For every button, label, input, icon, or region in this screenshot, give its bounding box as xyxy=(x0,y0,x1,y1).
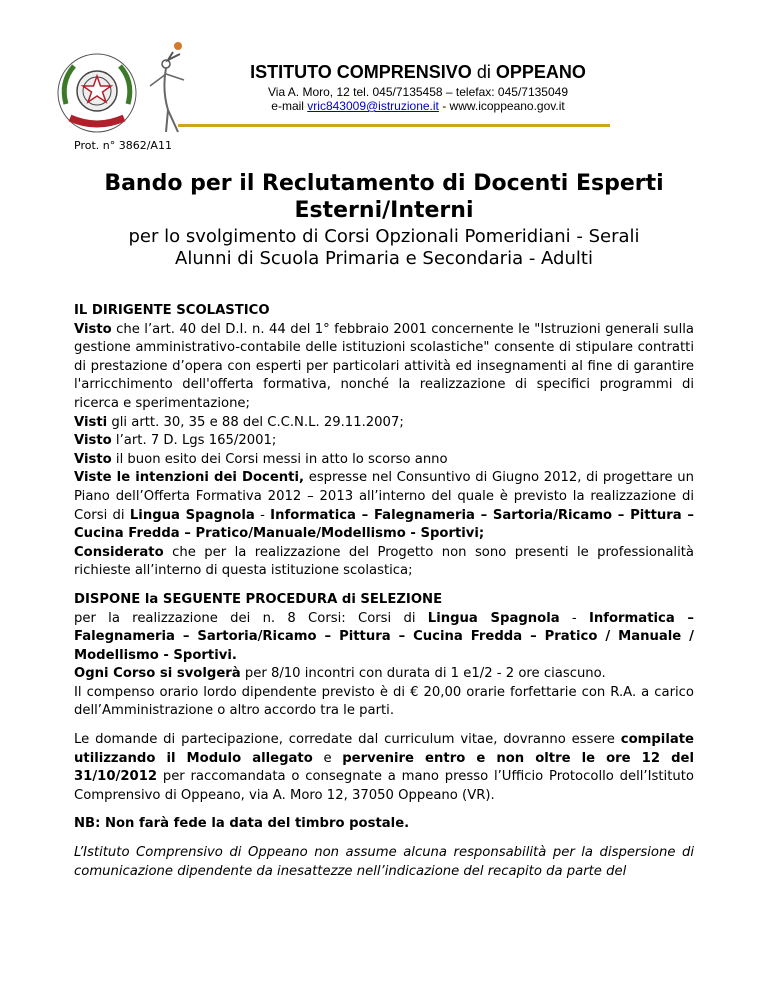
school-address xyxy=(218,85,618,113)
section-heading: DISPONE la SEGUENTE PROCEDURA di SELEZIONE xyxy=(74,591,443,607)
paragraph: Viste le intenzioni dei Docenti, espresse nel Consuntivo di Giugno 2012, di progettare un Piano dell’Offerta Formativa 2012 – 2013 all’interno del quale è previsto la realizzazione di Corsi di Lingua Spagnola - Informatica – Falegnameria – Sartoria/Ricamo – Pittura – Cucina Fredda – Pratico/Manuale/Modellismo - Sportivi; xyxy=(74,470,695,542)
italian-republic-emblem-icon xyxy=(56,52,138,134)
paragraph: Le domande di partecipazione, corredate dal curriculum vitae, dovranno essere compilate utilizzando il Modulo allegato e pervenire entro e non oltre le ore 12 del 31/10/2012 per raccomandata o consegnate a mano presso l’Ufficio Protocollo dell’Istituto Comprensivo di Oppeano, via A. Moro 12, 37050 Oppeano (VR). xyxy=(74,732,694,803)
document-title: Bando per il Reclutamento di Docenti Esperti Esterni/Interni xyxy=(104,171,664,223)
disclaimer: L’Istituto Comprensivo di Oppeano non assume alcuna responsabilità per la dispersione di comunicazione dipendente da inesattezze nell’indicazione del recapito da parte del xyxy=(74,845,694,879)
note: NB: Non farà fede la data del timbro postale. xyxy=(74,816,410,832)
address-line: Via A. Moro, 12 tel. 045/7135458 – telefax: 045/7135049 xyxy=(267,85,568,99)
paragraph: Ogni Corso si svolgerà per 8/10 incontri con durata di 1 e1/2 - 2 ore ciascuno. xyxy=(74,666,606,682)
contact-line: e-mail vric843009@istruzione.it - www.icoppeano.gov.it xyxy=(271,99,565,113)
letterhead xyxy=(0,0,768,140)
paragraph: Il compenso orario lordo dipendente previsto è di € 20,00 orarie forfettarie con R.A. a carico dell’Amministrazione o altro accordo tra le parti. xyxy=(74,684,694,719)
paragraph: Visti gli artt. 30, 35 e 88 del C.C.N.L. 29.11.2007; xyxy=(74,414,404,430)
document-body xyxy=(74,302,694,881)
section-heading: IL DIRIGENTE SCOLASTICO xyxy=(74,303,270,318)
paragraph: Considerato che per la realizzazione del Progetto non sono presenti le professionalità richieste all’interno di questa istituzione scolastica; xyxy=(74,544,694,579)
paragraph: Visto il buon esito dei Corsi messi in atto lo scorso anno xyxy=(74,451,448,467)
paragraph: Visto che l’art. 40 del D.I. n. 44 del 1° febbraio 2001 concernente le "Istruzioni generali sulla gestione amministrativo-contabile delle istituzioni scolastiche" consente di stipulare contratti di prestazione d’opera con esperti per particolari attività ed insegnamenti al fine di garantire l'arricchimento dell'offerta formativa, nonché la realizzazione di specifici programmi di ricerca e sperimentazione; xyxy=(74,321,694,411)
header-divider xyxy=(178,124,610,127)
paragraph: Visto l’art. 7 D. Lgs 165/2001; xyxy=(74,433,277,449)
email-link[interactable]: vric843009@istruzione.it xyxy=(307,99,439,113)
school-name: ISTITUTO COMPRENSIVO di OPPEANO xyxy=(250,62,586,82)
document-subtitle: per lo svolgimento di Corsi Opzionali Pomeridiani - Serali Alunni di Scuola Primaria e Secondaria - Adulti xyxy=(128,226,640,269)
protocol-number: Prot. n° 3862/A11 xyxy=(74,139,172,152)
paragraph: per la realizzazione dei n. 8 Corsi: Corsi di Lingua Spagnola - Informatica – Falegnameria – Sartoria/Ricamo – Pittura – Cucina Fredda – Pratico / Manuale / Modellismo - Sportivi. xyxy=(74,610,694,663)
